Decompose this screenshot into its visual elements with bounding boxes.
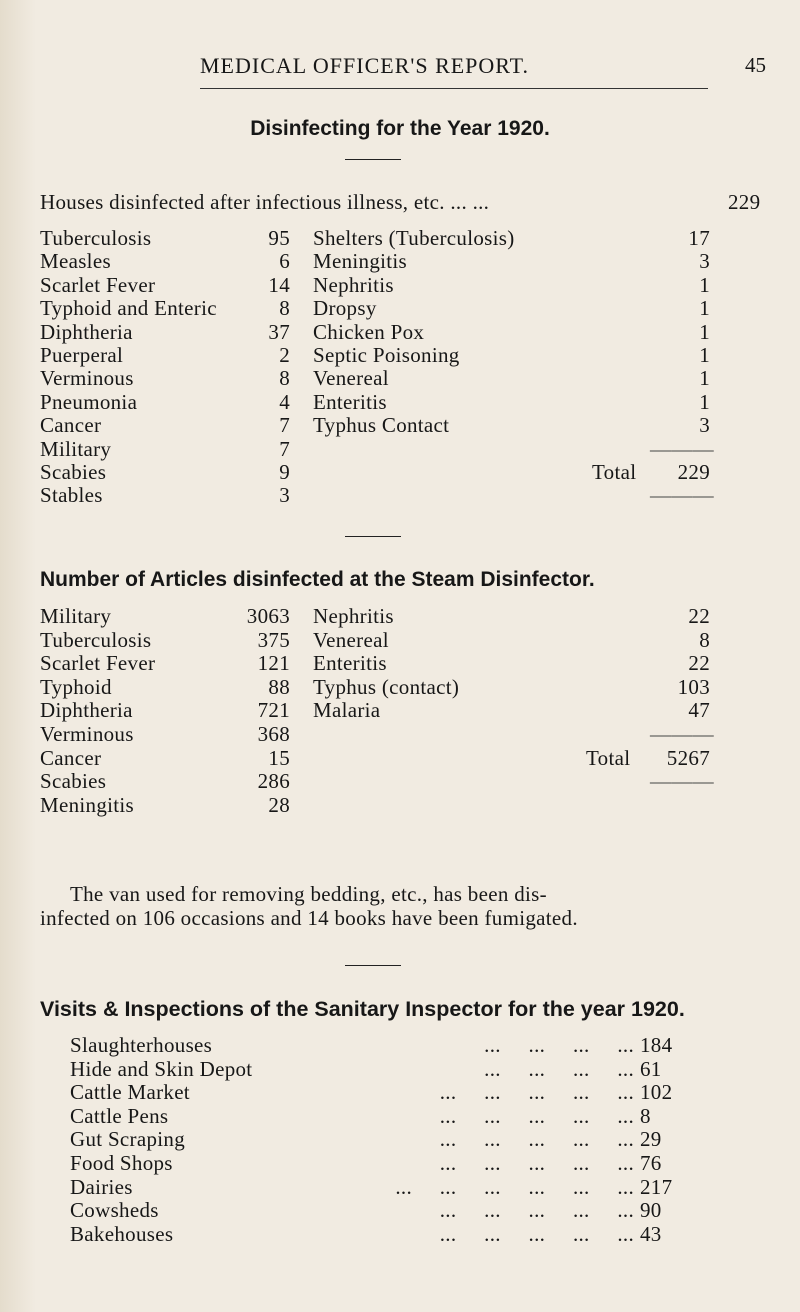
section-divider — [345, 965, 401, 966]
illness-row-label: Dropsy — [313, 296, 377, 321]
article-row-value: 368 — [257, 722, 290, 746]
illness-row-value: 7 — [279, 436, 290, 461]
article-row-value: 375 — [257, 627, 290, 652]
illness-row-value: 3 — [699, 249, 710, 274]
inspection-label: Cowsheds — [70, 1198, 159, 1223]
section-heading-disinfecting: Disinfecting for the Year 1920. — [250, 117, 550, 140]
inspection-label: Bakehouses — [70, 1221, 174, 1246]
illness-row-value: 2 — [279, 343, 290, 367]
illness-row-label: Measles — [40, 249, 111, 274]
illness-row-label: Meningitis — [313, 249, 408, 274]
article-row-label: Meningitis — [40, 792, 135, 817]
total-rule: ——— — [650, 769, 714, 794]
illness-row-value: 9 — [279, 460, 290, 484]
illness-row-value: 37 — [268, 319, 290, 344]
illness-row-label: Venereal — [313, 366, 389, 391]
article-row-label: Malaria — [313, 698, 381, 723]
section-heading-inspections: Visits & Inspections of the Sanitary Inspector for the year 1920. — [40, 997, 685, 1021]
illness-row-label: Typhus Contact — [313, 413, 450, 438]
inspection-label: Hide and Skin Depot — [70, 1056, 253, 1081]
illness-row-label: Puerperal — [40, 343, 124, 367]
total-rule: ——— — [650, 483, 714, 508]
inspection-dots: ... ... ... ... ... — [439, 1221, 634, 1246]
inspection-value: 29 — [640, 1127, 662, 1152]
inspection-label: Slaughterhouses — [70, 1033, 213, 1057]
illness-row-value: 7 — [279, 413, 290, 438]
total-label: Total — [592, 460, 637, 484]
article-row-label: Scabies — [40, 769, 107, 794]
inspection-label: Cattle Market — [70, 1080, 190, 1105]
illness-row-label: Scarlet Fever — [40, 272, 156, 297]
illness-row-label: Cancer — [40, 413, 102, 438]
total-value: 229 — [677, 460, 710, 484]
illness-row-value: 95 — [268, 226, 290, 250]
article-row-value: 3063 — [246, 604, 290, 628]
section-divider — [345, 536, 401, 537]
article-row-label: Venereal — [313, 627, 389, 652]
van-note-line-2: infected on 106 occasions and 14 books have been fumigated. — [40, 906, 578, 930]
article-row-label: Typhoid — [40, 674, 112, 699]
article-row-value: 286 — [257, 769, 290, 794]
article-row-label: Enteritis — [313, 651, 387, 676]
inspection-label: Dairies — [70, 1174, 133, 1199]
illness-row-label: Chicken Pox — [313, 319, 425, 344]
total-label: Total — [586, 745, 631, 770]
inspection-value: 43 — [640, 1221, 662, 1246]
illness-row-label: Enteritis — [313, 389, 387, 414]
inspection-value: 102 — [640, 1080, 673, 1105]
inspection-value: 217 — [640, 1174, 673, 1199]
illness-row-label: Septic Poisoning — [313, 343, 460, 367]
article-row-label: Nephritis — [313, 604, 394, 628]
header-rule — [200, 88, 708, 89]
inspection-value: 8 — [640, 1103, 651, 1128]
article-row-value: 47 — [688, 698, 710, 723]
article-row-value: 103 — [677, 674, 710, 699]
article-row-value: 28 — [268, 792, 290, 817]
inspection-dots: ... ... ... ... — [484, 1033, 634, 1057]
illness-row-label: Diphtheria — [40, 319, 133, 344]
illness-row-value: 1 — [699, 389, 710, 414]
inspection-dots: ... ... ... ... ... — [439, 1198, 634, 1223]
article-row-label: Diphtheria — [40, 698, 133, 723]
illness-row-label: Nephritis — [313, 272, 394, 297]
illness-row-label: Pneumonia — [40, 389, 138, 414]
section-divider — [345, 159, 401, 160]
total-rule: ——— — [650, 436, 714, 461]
page-number: 45 — [745, 53, 766, 77]
inspection-dots: ... ... ... ... — [484, 1056, 634, 1081]
illness-row-value: 3 — [279, 483, 290, 508]
inspection-label: Cattle Pens — [70, 1103, 169, 1128]
van-note-line-1: The van used for removing bedding, etc., has been dis- — [70, 882, 547, 906]
article-row-value: 88 — [268, 674, 290, 699]
illness-row-value: 6 — [279, 249, 290, 274]
illness-row-value: 1 — [699, 272, 710, 297]
total-rule: ——— — [650, 722, 714, 746]
inspection-label: Gut Scraping — [70, 1127, 185, 1152]
illness-row-value: 1 — [699, 296, 710, 321]
article-row-label: Typhus (contact) — [313, 674, 460, 699]
illness-row-value: 17 — [688, 226, 710, 250]
article-row-label: Tuberculosis — [40, 627, 152, 652]
article-row-label: Scarlet Fever — [40, 651, 156, 676]
inspection-label: Food Shops — [70, 1151, 173, 1175]
article-row-value: 121 — [257, 651, 290, 676]
illness-row-label: Shelters (Tuberculosis) — [313, 226, 515, 250]
article-row-label: Cancer — [40, 745, 102, 770]
total-value: 5267 — [666, 745, 710, 770]
illness-row-value: 1 — [699, 319, 710, 344]
inspection-value: 61 — [640, 1056, 662, 1081]
illness-row-value: 1 — [699, 366, 710, 391]
inspection-dots: ... ... ... ... ... — [439, 1127, 634, 1152]
inspection-value: 184 — [640, 1033, 673, 1057]
illness-row-label: Military — [40, 436, 112, 461]
illness-row-value: 8 — [279, 366, 290, 391]
article-row-value: 721 — [257, 698, 290, 723]
houses-disinfected-label: Houses disinfected after infectious illness, etc. ... ... — [40, 190, 490, 214]
illness-row-value: 14 — [268, 272, 290, 297]
inspection-dots: ... ... ... ... ... — [439, 1151, 634, 1175]
article-row-label: Verminous — [40, 722, 134, 746]
running-header: MEDICAL OFFICER'S REPORT. — [200, 53, 529, 78]
illness-row-value: 3 — [699, 413, 710, 438]
illness-row-label: Typhoid and Enteric — [40, 296, 217, 321]
article-row-value: 22 — [688, 604, 710, 628]
illness-row-label: Verminous — [40, 366, 134, 391]
inspection-dots: ... ... ... ... ... ... — [395, 1174, 634, 1199]
illness-row-label: Tuberculosis — [40, 226, 152, 250]
inspection-dots: ... ... ... ... ... — [439, 1103, 634, 1128]
illness-row-value: 4 — [279, 389, 290, 414]
page-edge-shadow — [0, 0, 36, 1312]
article-row-value: 15 — [268, 745, 290, 770]
article-row-value: 8 — [699, 627, 710, 652]
inspection-dots: ... ... ... ... ... — [439, 1080, 634, 1105]
illness-row-value: 1 — [699, 343, 710, 367]
article-row-label: Military — [40, 604, 112, 628]
illness-row-label: Stables — [40, 483, 103, 508]
illness-row-label: Scabies — [40, 460, 107, 484]
inspection-value: 76 — [640, 1151, 662, 1175]
illness-row-value: 8 — [279, 296, 290, 321]
inspection-value: 90 — [640, 1198, 662, 1223]
houses-disinfected-total: 229 — [728, 190, 761, 214]
section-heading-steam-disinfector: Number of Articles disinfected at the Steam Disinfector. — [40, 568, 595, 591]
article-row-value: 22 — [688, 651, 710, 676]
